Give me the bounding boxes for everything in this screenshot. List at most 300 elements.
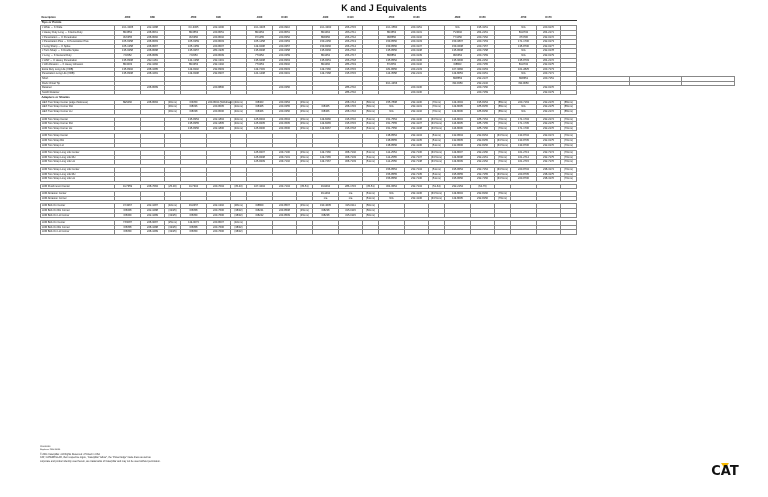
table-cell: (70mm)	[561, 138, 577, 143]
table-cell: 232-2137	[471, 77, 495, 82]
table-cell: (85mm)	[495, 105, 511, 110]
column-header: J550	[379, 16, 405, 21]
row-description: LDR Two Strap Center	[41, 117, 115, 122]
table-cell: 6I8241	[247, 209, 273, 214]
table-cell: 9N6652	[445, 54, 471, 59]
table-cell: 232-0172	[537, 35, 561, 40]
table-cell: 144-1358	[181, 58, 207, 63]
table-cell: (45mm)	[297, 100, 313, 105]
table-cell: (45mm)	[297, 204, 313, 209]
table-cell: 125-8409	[247, 160, 273, 165]
table-cell: (63.5mm)	[495, 167, 511, 172]
table-cell: 232-7175	[537, 155, 561, 160]
table-cell: 3U6355	[115, 35, 141, 40]
row-description: LDR Two Strap Long Life RH	[41, 155, 115, 160]
table-cell: 156-8555	[379, 172, 405, 177]
table-cell: 135-8355	[181, 122, 207, 127]
row-description: J HD Abrasion ↔ K Heavy Abrasion	[41, 63, 115, 68]
table-cell: 220-8007	[207, 44, 231, 49]
column-header: J350	[115, 16, 141, 21]
table-cell: (25mm)	[165, 221, 181, 226]
table-cell	[363, 230, 379, 235]
table-cell: 232-4136	[405, 143, 429, 148]
table-cell: 220-7151	[537, 77, 561, 82]
table-cell: 220-3133	[405, 40, 429, 45]
column-header: K130	[405, 16, 429, 21]
equivalents-table	[40, 16, 735, 235]
table-cell: 161-2713	[511, 151, 537, 156]
table-cell: 223-0506	[273, 126, 297, 131]
table-cell: 8Y2653	[379, 63, 405, 68]
table-cell	[577, 81, 630, 86]
table-cell: 6I8803	[445, 63, 471, 68]
table-cell: 171-1704	[511, 117, 537, 122]
table-cell: 228-8087	[141, 44, 165, 49]
table-cell: (45mm)	[297, 105, 313, 110]
table-cell: 135-8308	[115, 72, 141, 77]
table-cell: 220-8004 (Withdrawn)	[208, 100, 234, 104]
table-cell: 232-4136	[405, 192, 429, 197]
table-cell: 220-7159	[471, 54, 495, 59]
table-cell: 195-3151	[471, 26, 495, 31]
table-cell: 232-4130	[405, 100, 429, 105]
table-cell: 8E5460	[115, 100, 141, 105]
table-cell: 222-1088	[141, 26, 165, 31]
column-header: K80	[141, 16, 165, 21]
table-cell: N/A	[379, 105, 405, 110]
table-cell: 222-0153	[471, 67, 495, 72]
table-cell	[297, 230, 313, 235]
table-cell: 124-1408	[247, 72, 273, 77]
table-cell: 232-2176	[537, 126, 561, 131]
table-cell: 220-8706	[511, 177, 537, 182]
table-cell: 8N4553	[379, 31, 405, 36]
table-cell: 220-8007	[207, 221, 231, 226]
table-cell: 8N4353	[181, 63, 207, 68]
table-cell: 220-7606	[207, 225, 231, 230]
table-cell: 232-2150	[471, 151, 495, 156]
table-cell: 232-8156	[471, 143, 495, 148]
table-cell: 220-3136	[405, 58, 429, 63]
table-cell	[405, 230, 429, 235]
table-cell: 228-8088	[141, 49, 165, 54]
table-cell: (85mm)	[561, 100, 577, 105]
table-cell: (63.5mm)	[495, 134, 511, 139]
table-cell: (51mm)	[429, 143, 445, 148]
table-cell: 232-2172	[537, 109, 561, 114]
table-cell: 232-4134	[405, 134, 429, 139]
table-cell: (50mm)	[363, 105, 379, 110]
table-cell: 264-2152	[471, 58, 495, 63]
table-cell: 232-4135	[405, 138, 429, 143]
table-cell: 223-7104	[273, 184, 297, 189]
table-cell: 223-8302	[273, 63, 297, 68]
table-cell: 220-3131	[405, 31, 429, 36]
table-cell: 135-9606	[445, 58, 471, 63]
row-description: LDR Bolt-On LH Corner	[41, 230, 115, 235]
table-cell: (40mm)	[231, 117, 247, 122]
table-cell: 220-0359	[273, 54, 297, 59]
table-cell: 232-7136	[405, 151, 429, 156]
table-cell: (40mm)	[231, 122, 247, 127]
row-description: J Long Sharp ↔ K Spike	[41, 44, 115, 49]
table-cell: 228-7084	[141, 184, 165, 189]
table-cell: 220-0354	[273, 100, 297, 105]
table-cell: 286-1715	[339, 184, 363, 189]
table-cell: 171-1705	[511, 122, 537, 127]
table-cell: 220-7606	[207, 209, 231, 214]
table-cell: 4T4706	[511, 35, 537, 40]
table-cell: 165-1358	[115, 44, 141, 49]
table-cell: 315-0115	[339, 209, 363, 214]
table-cell: (38/32)	[231, 230, 247, 235]
table-cell: 232-8307	[207, 72, 231, 77]
table-cell: 220-7150	[471, 86, 495, 91]
table-cell: N/A	[511, 109, 537, 114]
row-description: J Wide ↔ K Wide	[41, 26, 115, 31]
table-cell: 283-1935	[207, 49, 231, 54]
table-cell: 228-9087	[141, 221, 165, 226]
table-cell: 232-0176	[537, 143, 561, 148]
footer-trademark-2: corporate and product identity used herein, are trademarks of Caterpillar and may not be used without permission.	[40, 459, 161, 463]
table-cell: (35-51)	[297, 184, 313, 189]
column-header: J460	[313, 16, 339, 21]
table-cell: 119-8607	[445, 151, 471, 156]
table-cell: (63.5mm)	[429, 151, 445, 156]
table-cell: 125-8405	[247, 122, 273, 127]
table-cell: (70mm)	[495, 117, 511, 122]
table-cell: (85mm)	[561, 109, 577, 114]
table-cell	[273, 230, 297, 235]
table-cell: 220-7163	[511, 100, 537, 105]
table-cell: (51mm)	[363, 160, 379, 165]
table-cell: 223-9301	[273, 72, 297, 77]
table-cell: 193-4605	[313, 204, 339, 209]
table-cell: 308-7103	[339, 155, 363, 160]
table-cell: 232-4138	[405, 126, 429, 131]
table-cell: 119-8606	[445, 109, 471, 114]
table-cell: 220-8006	[207, 109, 231, 114]
table-cell: (70mm)	[495, 122, 511, 127]
table-cell: 222-0151	[471, 72, 495, 77]
table-cell: 107-3404	[247, 184, 273, 189]
table-cell: 232-0175	[537, 138, 561, 143]
row-description: LDR Bolt-On RH Corner	[41, 225, 115, 230]
table-cell: 132-8606	[445, 143, 471, 148]
table-cell: 286-2710	[339, 86, 363, 91]
row-description: HEX Two Strap Corner LH	[41, 109, 115, 114]
table-cell: 3W-0650	[511, 81, 537, 86]
table-cell: (32/25)	[165, 230, 181, 235]
table-cell: 220-3139	[405, 54, 429, 59]
table-cell: 232-1301	[207, 58, 231, 63]
table-cell: 232-7135	[405, 172, 429, 177]
footer-copyright: © 2011 Caterpillar • All Rights Reserved • Printed in USA	[40, 452, 100, 456]
table-cell: 304-9554	[379, 184, 405, 189]
table-cell: 155-7808	[379, 100, 405, 105]
table-cell: 232-4136	[405, 117, 429, 122]
table-cell: (50mm)	[363, 109, 379, 114]
table-cell: 220-7606	[207, 230, 231, 235]
table-cell: 220-7606	[207, 213, 231, 218]
table-cell: 135-8451	[313, 58, 339, 63]
table-cell: 220-0355	[273, 105, 297, 110]
table-cell: 116-8604	[445, 117, 471, 122]
table-cell: 220-0356	[273, 109, 297, 114]
table-cell: 208-1715	[339, 105, 363, 110]
table-cell: 119-0408	[247, 44, 273, 49]
table-cell: (64-76)	[471, 184, 495, 189]
table-cell: (70mm)	[561, 160, 577, 165]
table-cell: (50mm)	[363, 204, 379, 209]
table-cell: 228-1085	[141, 67, 165, 72]
table-cell: 9N8550	[379, 35, 405, 40]
table-cell: 229-7102	[273, 160, 297, 165]
table-cell: 7T3452	[247, 54, 273, 59]
table-cell: 220-8051	[273, 31, 297, 36]
table-row	[41, 230, 735, 235]
table-cell: 7J3353	[181, 54, 207, 59]
table-cell: (70mm)	[429, 100, 445, 105]
table-cell: 6U-3305	[181, 26, 207, 31]
table-cell: (51-64)	[429, 184, 445, 189]
cat-logo	[705, 460, 745, 478]
table-cell: 8N8450	[313, 35, 339, 40]
row-description: J Penetration ↔ K Penetration	[41, 35, 115, 40]
footer	[40, 446, 500, 463]
table-cell: 228-8061	[141, 31, 165, 36]
table-cell: 135-8700	[511, 44, 537, 49]
table-cell: 220-0353	[273, 40, 297, 45]
table-cell: 9Y1455	[247, 35, 273, 40]
table-cell: 238-3174	[537, 167, 561, 172]
table-cell: (35-40)	[231, 184, 247, 189]
table-cell: 135-9357	[181, 49, 207, 54]
row-description: Retainer	[41, 86, 115, 91]
table-cell: 165-1458	[247, 40, 273, 45]
table-cell: 133-8705	[511, 138, 537, 143]
table-cell: 138-8554	[379, 134, 405, 139]
table-cell: 220-7004	[207, 184, 231, 189]
table-cell: 228-8084	[141, 100, 165, 105]
table-cell: 228-1081	[141, 72, 165, 77]
table-cell: 220-8005	[207, 105, 231, 110]
table-cell: 119-8605	[445, 196, 471, 201]
table-cell: 228-8083	[141, 40, 165, 45]
table-cell: 119-8465	[313, 122, 339, 127]
table-cell: 232-7138	[405, 160, 429, 165]
table-cell: (63.5mm)	[495, 177, 511, 182]
table-cell: 159-8550	[379, 40, 405, 45]
column-header: K100	[273, 16, 297, 21]
row-description: LDR Two Strap Long Life Center	[41, 151, 115, 156]
table-cell: 185-8156	[471, 109, 495, 114]
table-cell: 232-7155	[471, 172, 495, 177]
row-description: LDR Bolt-On LH Corner	[41, 213, 115, 218]
table-cell: (30mm)	[165, 100, 181, 105]
table-cell: (85mm)	[495, 109, 511, 114]
row-description: Extra Duty Long Life (XRB)	[41, 67, 115, 72]
table-cell: 220-7159	[471, 90, 495, 95]
table-cell: 6I8238	[313, 213, 339, 218]
table-cell: 133-8704	[511, 134, 537, 139]
table-cell: 6I8242	[247, 213, 273, 218]
table-cell: 132-8605	[445, 138, 471, 143]
table-cell: 223-8509	[273, 213, 297, 218]
row-description: LDR Flushmount Center	[41, 184, 115, 189]
table-cell: 223-0505	[273, 122, 297, 127]
footer-trademark-1: CAT, CATERPILLAR, their respective logos, “Caterpillar Yellow”, the “Power Edge” trade dress as well as	[40, 456, 151, 460]
table-cell: 228-8089	[141, 86, 165, 91]
table-cell: 138-8556	[379, 143, 405, 148]
table-cell: (50mm)	[363, 100, 379, 105]
table-cell: 6I5358	[181, 209, 207, 214]
table-cell: (51mm)	[429, 172, 445, 177]
table-cell: 195-8655	[445, 172, 471, 177]
table-cell	[313, 230, 339, 235]
table-cell: 7X6087	[115, 221, 141, 226]
table-cell: 6I5358	[115, 225, 141, 230]
table-cell: (76mm)	[495, 196, 511, 201]
table-cell: 8N4553	[181, 31, 207, 36]
table-cell: (70mm)	[561, 151, 577, 156]
table-cell: (25-30)	[165, 184, 181, 189]
table-cell: 220-7152	[471, 35, 495, 40]
column-header: K110	[339, 16, 363, 21]
table-cell: 7V3602	[445, 31, 471, 36]
table-cell: 119-8608	[445, 155, 471, 160]
table-cell	[495, 230, 511, 235]
table-cell: (70mm)	[561, 167, 577, 172]
table-cell: n/a	[339, 192, 363, 197]
table-cell: 206-2711	[339, 31, 363, 36]
table-cell: 195-8656	[445, 177, 471, 182]
table-cell: (35-51)	[363, 184, 379, 189]
table-cell: (70mm)	[495, 151, 511, 156]
table-cell: (51mm)	[363, 196, 379, 201]
table-cell: 132-8604	[445, 134, 471, 139]
row-description: J Twin Sharp ↔ K Double Spike	[41, 49, 115, 54]
row-description: LDR Two Strap LH	[41, 143, 115, 148]
table-cell: (40mm)	[231, 105, 247, 110]
table-cell: 119-7403	[247, 67, 273, 72]
table-cell: N/A	[445, 26, 471, 31]
table-cell: 315-0715	[339, 122, 363, 127]
table-cell: 232-2154	[445, 184, 471, 189]
table-cell: 6I5358	[181, 225, 207, 230]
table-cell: 232-8155	[471, 138, 495, 143]
table-cell: 206-2717	[339, 54, 363, 59]
table-cell: 6I8238	[313, 209, 339, 214]
row-description: J Long ↔ K General Duty	[41, 54, 115, 59]
table-cell: 286-2719	[339, 63, 363, 68]
table-cell: 159-8550	[379, 44, 405, 49]
table-cell: 185-8155	[471, 105, 495, 110]
table-cell: (63.5mm)	[429, 155, 445, 160]
table-cell	[537, 230, 561, 235]
table-cell: 135-8608	[445, 49, 471, 54]
table-cell: 238-3176	[537, 177, 561, 182]
table-cell: 223-8507	[273, 204, 297, 209]
table-cell: 113-3558	[379, 72, 405, 77]
table-cell: (70mm)	[495, 126, 511, 131]
table-cell: 264-2151	[471, 31, 495, 36]
table-cell: 119-8653	[445, 72, 471, 77]
table-cell: 232-2132	[471, 81, 495, 86]
table-cell: (63.5mm)	[495, 172, 511, 177]
table-cell: (51mm)	[429, 167, 445, 172]
table-cell: (45mm)	[297, 117, 313, 122]
row-description: LDR Bolt-On RH Corner	[41, 209, 115, 214]
table-cell: 206-2716	[339, 49, 363, 54]
table-cell: (63.5mm)	[495, 143, 511, 148]
table-cell: 232-7136	[405, 177, 429, 182]
table-cell: 8N4462	[313, 31, 339, 36]
table-cell: 119-7466	[313, 67, 339, 72]
table-cell: 119-7467	[313, 160, 339, 165]
table-cell: 119-7468	[313, 72, 339, 77]
column-header: J600	[445, 16, 471, 21]
table-cell: 286-2710	[339, 90, 363, 95]
table-cell: 232-0173	[537, 40, 561, 45]
table-cell	[682, 81, 735, 86]
table-cell: 156-8556	[379, 177, 405, 182]
table-cell: 223-8363	[273, 58, 297, 63]
table-cell: 232-4136	[405, 196, 429, 201]
table-cell: (70mm)	[561, 117, 577, 122]
table-cell: 3U6350	[181, 35, 207, 40]
table-cell	[445, 230, 471, 235]
table-cell: n/a	[339, 196, 363, 201]
table-cell: N/A	[379, 196, 405, 201]
table-cell: 232-2131	[405, 72, 429, 77]
table-cell: 220-3132	[405, 63, 429, 68]
table-cell: 222-1089	[141, 213, 165, 218]
table-cell: 220-3130	[405, 86, 429, 91]
table-cell: 315-0715	[339, 72, 363, 77]
table-cell: 264-2172	[537, 58, 561, 63]
table-cell: 206-2712	[339, 35, 363, 40]
table-cell: 206-2715	[339, 26, 363, 31]
row-description: Penetration Long Life (XRB)	[41, 72, 115, 77]
row-description: J Heavy Duty Long ↔ K Extra Duty	[41, 31, 115, 36]
table-cell: 220-8002	[207, 35, 231, 40]
table-cell: 3G1464	[313, 192, 339, 197]
table-cell: 1U7359	[115, 184, 141, 189]
table-cell: (40mm)	[231, 126, 247, 131]
table-cell: 232-2152	[471, 160, 495, 165]
table-cell: 119-9302	[181, 67, 207, 72]
table-cell: 222-1088	[141, 209, 165, 214]
table-cell: 119-9308	[181, 72, 207, 77]
table-cell: 222-1000	[207, 26, 231, 31]
table-cell: (51mm)	[429, 138, 445, 143]
table-cell: 232-8150	[471, 196, 495, 201]
table-cell: 8N4003	[115, 63, 141, 68]
table-cell: (85mm)	[561, 105, 577, 110]
table-cell: 161-2714	[511, 155, 537, 160]
table-cell: 135-8308	[115, 58, 141, 63]
column-header: Description	[41, 16, 115, 21]
table-cell: 119-8604	[445, 192, 471, 197]
table-cell	[561, 230, 577, 235]
row-description: LDR Two Strap Long Life RH	[41, 172, 115, 177]
table-cell: 223-2133	[405, 67, 429, 72]
table-cell: 232-8160	[471, 192, 495, 197]
table-cell: 7J3352	[115, 54, 141, 59]
table-cell: 220-8800	[207, 86, 231, 91]
table-cell: 6N8553	[445, 77, 471, 82]
